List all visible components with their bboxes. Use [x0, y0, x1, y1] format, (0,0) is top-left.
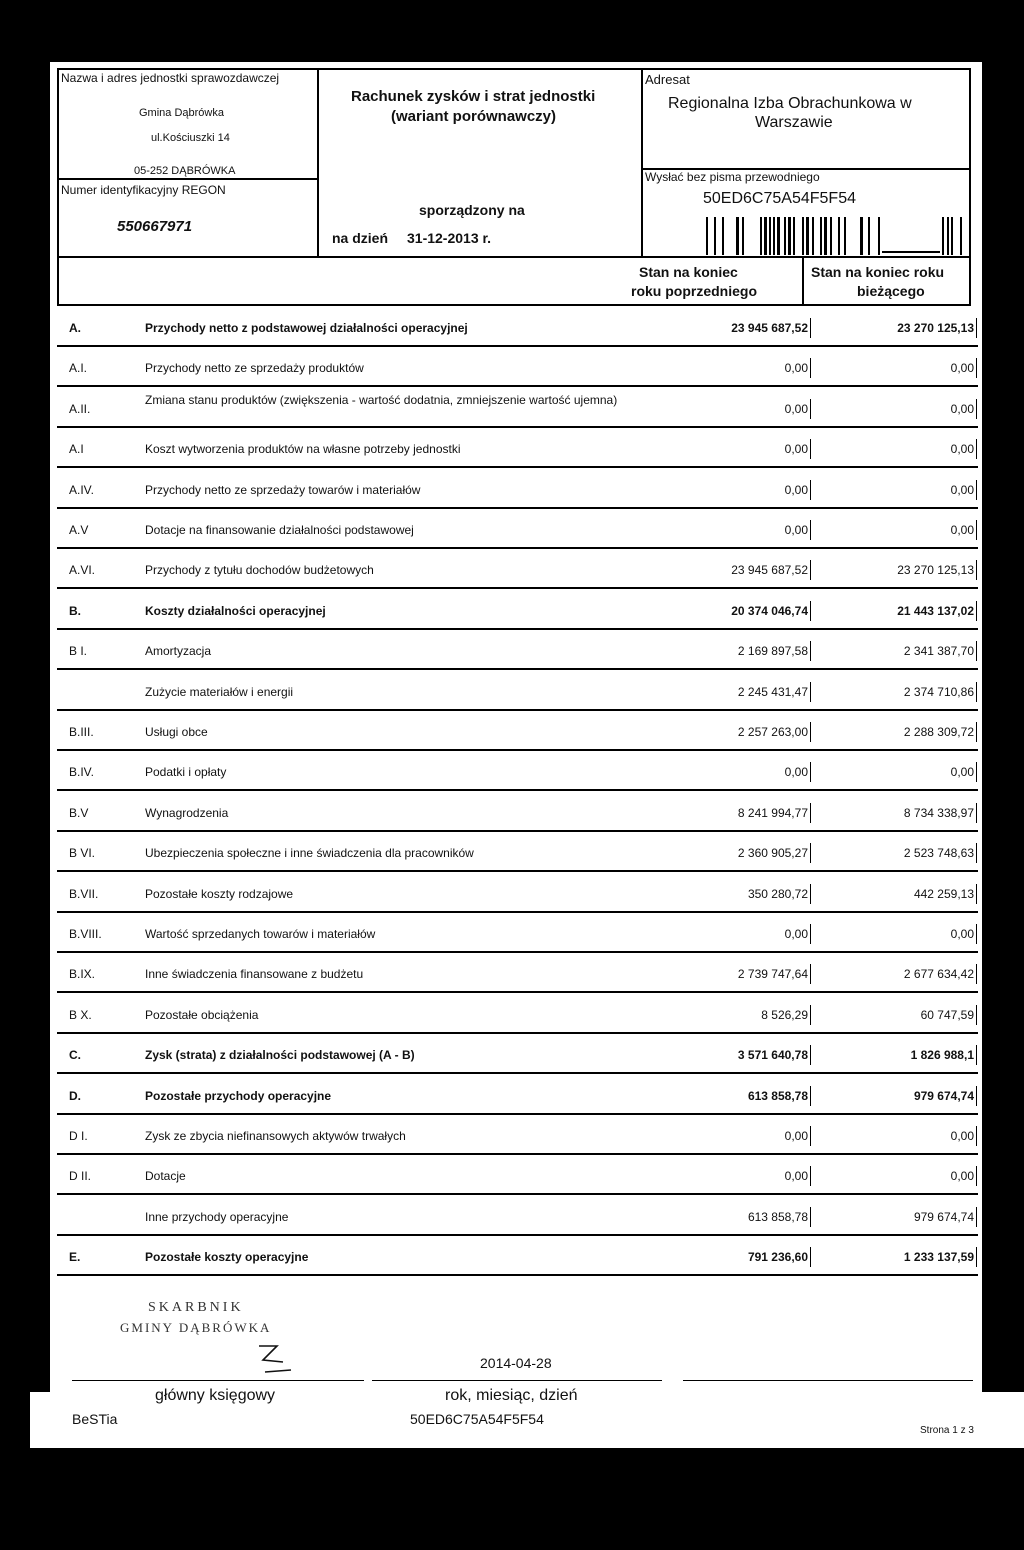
cell-divider: [810, 1166, 811, 1186]
row-value-prev: 613 858,78: [747, 1209, 808, 1224]
cell-divider: [810, 884, 811, 904]
cell-divider: [976, 884, 977, 904]
col-prev-line1: Stan na koniec: [639, 264, 738, 280]
row-value-prev: 791 236,60: [747, 1250, 808, 1265]
row-separator: [57, 345, 978, 347]
row-value-curr: 0,00: [950, 442, 974, 457]
row-code: B.VII.: [69, 886, 99, 901]
table-row: [57, 308, 978, 346]
cell-divider: [810, 358, 811, 378]
cell-divider: [810, 803, 811, 823]
row-value-prev: 0,00: [784, 1169, 808, 1184]
cell-divider: [976, 318, 977, 338]
regon-label: Numer identyfikacyjny REGON: [61, 183, 226, 197]
regon-value: 550667971: [117, 218, 193, 235]
row-label: Pozostałe koszty rodzajowe: [145, 886, 294, 901]
col-prev-line2: roku poprzedniego: [631, 283, 757, 299]
table-row: [57, 874, 978, 912]
row-label: Wynagrodzenia: [145, 805, 229, 820]
row-value-curr: 23 270 125,13: [897, 321, 974, 335]
table-row: [57, 793, 978, 831]
row-value-prev: 8 526,29: [761, 1007, 808, 1022]
row-code: A.II.: [69, 401, 91, 416]
row-separator: [57, 789, 978, 791]
col-curr-line2: bieżącego: [857, 283, 925, 299]
row-label: Pozostałe obciążenia: [145, 1007, 259, 1022]
row-label: Inne przychody operacyjne: [145, 1209, 289, 1224]
table-row: [57, 1197, 978, 1235]
row-code: A.VI.: [69, 563, 96, 578]
row-label: Zysk ze zbycia niefinansowych aktywów trwałych: [145, 1129, 406, 1143]
table-row: [57, 712, 978, 750]
row-separator: [57, 709, 978, 711]
row-separator: [57, 1113, 978, 1115]
page-number: Strona 1 z 3: [920, 1425, 974, 1436]
send-note: Wysłać bez pisma przewodniego: [645, 170, 820, 184]
row-value-curr: 60 747,59: [920, 1007, 974, 1022]
row-code: A.I.: [69, 361, 88, 376]
row-value-curr: 0,00: [950, 401, 974, 416]
cell-divider: [810, 843, 811, 863]
cell-divider: [810, 1207, 811, 1227]
row-value-prev: 2 257 263,00: [737, 725, 808, 739]
cell-divider: [810, 480, 811, 500]
row-code: B VI.: [69, 846, 96, 861]
row-value-prev: 0,00: [784, 927, 808, 941]
row-separator: [57, 1072, 978, 1074]
table-row: [57, 1035, 978, 1073]
row-value-prev: 0,00: [784, 1129, 808, 1143]
row-label: Zużycie materiałów i energii: [145, 684, 294, 699]
addressee-line2: Warszawie: [755, 114, 833, 131]
row-separator: [57, 547, 978, 549]
row-label: Pozostałe przychody operacyjne: [145, 1088, 332, 1103]
row-value-curr: 2 523 748,63: [903, 846, 974, 861]
report-title-line1: Rachunek zysków i strat jednostki: [351, 88, 596, 105]
row-code: B.IX.: [69, 967, 96, 982]
row-code: D II.: [69, 1169, 92, 1184]
cell-divider: [976, 480, 977, 500]
row-label: Wartość sprzedanych towarów i materiałów: [145, 927, 376, 941]
title-block: [319, 70, 641, 256]
row-value-prev: 2 360 905,27: [737, 846, 808, 861]
cell-divider: [976, 1126, 977, 1146]
cell-divider: [810, 399, 811, 419]
cell-divider: [810, 520, 811, 540]
row-code: A.V: [69, 523, 89, 537]
row-label: Pozostałe koszty operacyjne: [145, 1250, 309, 1265]
entity-block: [59, 70, 317, 178]
row-value-prev: 2 169 897,58: [737, 644, 808, 659]
row-label: Amortyzacja: [145, 644, 212, 659]
table-row: [57, 389, 978, 427]
cell-divider: [976, 641, 977, 661]
cell-divider: [810, 641, 811, 661]
table-row: [57, 470, 978, 508]
row-value-curr: 1 826 988,1: [910, 1048, 974, 1063]
cell-divider: [976, 601, 977, 621]
date-label: na dzień: [332, 230, 389, 246]
row-code: B.IV.: [69, 765, 94, 780]
row-value-curr: 442 259,13: [913, 886, 974, 901]
row-value-curr: 0,00: [950, 1169, 974, 1184]
row-value-curr: 979 674,74: [913, 1209, 974, 1224]
row-code: A.: [69, 321, 81, 335]
row-value-curr: 0,00: [950, 523, 974, 537]
cell-divider: [810, 964, 811, 984]
row-label: Podatki i opłaty: [145, 765, 227, 780]
entity-city: 05-252 DĄBRÓWKA: [134, 165, 236, 177]
cell-divider: [976, 560, 977, 580]
cell-divider: [976, 358, 977, 378]
row-separator: [57, 1153, 978, 1155]
cell-divider: [976, 1247, 977, 1267]
date-line: [372, 1380, 662, 1381]
table-row: [57, 510, 978, 548]
cell-divider: [976, 399, 977, 419]
row-label: Przychody netto ze sprzedaży towarów i materiałów: [145, 482, 421, 497]
row-separator: [57, 466, 978, 468]
cell-divider: [976, 439, 977, 459]
row-label: Usługi obce: [145, 725, 208, 739]
row-label: Ubezpieczenia społeczne i inne świadczenia dla pracowników: [145, 846, 474, 861]
table-row: [57, 672, 978, 710]
regon-block: [59, 180, 317, 256]
row-value-prev: 613 858,78: [747, 1088, 808, 1103]
col-curr-line1: Stan na koniec roku: [811, 264, 945, 280]
row-value-curr: 23 270 125,13: [897, 563, 974, 578]
doc-code: 50ED6C75A54F5F54: [703, 190, 856, 207]
table-row: [57, 1076, 978, 1114]
cell-divider: [810, 1086, 811, 1106]
row-value-curr: 2 341 387,70: [903, 644, 974, 659]
cell-divider: [810, 682, 811, 702]
row-value-prev: 8 241 994,77: [737, 805, 808, 820]
addressee-label: Adresat: [645, 72, 690, 87]
barcode-graphic: [702, 213, 964, 255]
table-row: [57, 833, 978, 871]
table-row: [57, 954, 978, 992]
cell-divider: [810, 318, 811, 338]
signature: [255, 1340, 305, 1380]
table-row: [57, 995, 978, 1033]
row-value-prev: 350 280,72: [747, 886, 808, 901]
row-separator: [57, 426, 978, 428]
row-value-prev: 20 374 046,74: [731, 603, 808, 618]
cell-divider: [976, 1005, 977, 1025]
cell-divider: [810, 722, 811, 742]
stamp-line1: SKARBNIK: [148, 1300, 244, 1315]
footer-date: 2014-04-28: [480, 1355, 552, 1371]
row-code: A.I: [69, 442, 84, 457]
table-row: [57, 429, 978, 467]
entity-label: Nazwa i adres jednostki sprawozdawczej: [61, 71, 280, 85]
cell-divider: [976, 924, 977, 944]
row-value-curr: 0,00: [950, 482, 974, 497]
table-row: [57, 1237, 978, 1275]
footer-doc-code: 50ED6C75A54F5F54: [410, 1411, 544, 1427]
row-code: A.IV.: [69, 482, 94, 497]
extra-line: [683, 1380, 973, 1381]
table-row: [57, 631, 978, 669]
row-label: Zysk (strata) z działalności podstawowej (A - B): [145, 1048, 415, 1063]
cell-divider: [976, 682, 977, 702]
row-value-prev: 23 945 687,52: [731, 563, 808, 578]
cell-divider: [976, 762, 977, 782]
cell-divider: [976, 1207, 977, 1227]
cell-divider: [976, 722, 977, 742]
cell-divider: [810, 439, 811, 459]
table-row: [57, 1156, 978, 1194]
row-value-curr: 8 734 338,97: [903, 805, 974, 820]
stamp-line2: GMINY DĄBRÓWKA: [120, 1320, 272, 1335]
row-value-curr: 1 233 137,59: [903, 1250, 974, 1265]
software-name: BeSTia: [72, 1411, 118, 1427]
row-value-prev: 0,00: [784, 442, 808, 457]
cell-divider: [976, 1045, 977, 1065]
report-title-line2: (wariant porównawczy): [391, 108, 557, 125]
cell-divider: [810, 924, 811, 944]
row-value-curr: 2 288 309,72: [903, 725, 974, 739]
row-value-prev: 0,00: [784, 523, 808, 537]
row-separator: [57, 628, 978, 630]
row-value-curr: 0,00: [950, 765, 974, 780]
column-divider: [802, 258, 804, 304]
row-code: B I.: [69, 644, 88, 659]
row-label: Dotacje na finansowanie działalności podstawowej: [145, 523, 414, 537]
row-value-prev: 0,00: [784, 361, 808, 376]
signature-line: [72, 1380, 364, 1381]
row-separator: [57, 870, 978, 872]
row-code: E.: [69, 1250, 81, 1265]
prepared-label: sporządzony na: [419, 202, 525, 218]
cell-divider: [810, 1126, 811, 1146]
row-label: Przychody netto ze sprzedaży produktów: [145, 361, 364, 376]
row-separator: [57, 749, 978, 751]
cell-divider: [976, 843, 977, 863]
table-row: [57, 1116, 978, 1154]
row-separator: [57, 507, 978, 509]
row-separator: [57, 1274, 978, 1276]
table-row: [57, 914, 978, 952]
addressee-block: [643, 70, 969, 168]
row-separator: [57, 668, 978, 670]
row-value-prev: 0,00: [784, 765, 808, 780]
row-value-prev: 2 245 431,47: [737, 684, 808, 699]
entity-street: ul.Kościuszki 14: [151, 132, 230, 144]
row-label: Koszty działalności operacyjnej: [145, 603, 326, 618]
cell-divider: [976, 1166, 977, 1186]
row-separator: [57, 1234, 978, 1236]
entity-name: Gmina Dąbrówka: [139, 107, 224, 119]
row-code: B.V: [69, 805, 89, 820]
table-row: [57, 591, 978, 629]
addressee-line1: Regionalna Izba Obrachunkowa w: [668, 95, 912, 112]
signer-role: główny księgowy: [155, 1387, 276, 1404]
row-separator: [57, 1193, 978, 1195]
row-value-prev: 3 571 640,78: [737, 1048, 808, 1063]
row-label: Inne świadczenia finansowane z budżetu: [145, 967, 364, 982]
row-value-curr: 0,00: [950, 927, 974, 941]
row-value-prev: 0,00: [784, 401, 808, 416]
row-label: Dotacje: [145, 1169, 186, 1184]
cell-divider: [810, 601, 811, 621]
row-label: Przychody z tytułu dochodów budżetowych: [145, 563, 374, 578]
row-code: B.: [69, 603, 81, 618]
row-label: Koszt wytworzenia produktów na własne potrzeby jednostki: [145, 442, 461, 457]
row-value-curr: 0,00: [950, 361, 974, 376]
row-code: B X.: [69, 1007, 92, 1022]
table-row: [57, 752, 978, 790]
row-separator: [57, 911, 978, 913]
row-code: D.: [69, 1088, 81, 1103]
row-separator: [57, 1032, 978, 1034]
cell-divider: [976, 520, 977, 540]
cell-divider: [810, 762, 811, 782]
row-code: B.III.: [69, 725, 94, 739]
row-separator: [57, 385, 978, 387]
row-value-prev: 23 945 687,52: [731, 321, 808, 335]
row-code: C.: [69, 1048, 81, 1063]
row-value-curr: 2 677 634,42: [903, 967, 974, 982]
row-separator: [57, 830, 978, 832]
cell-divider: [810, 1045, 811, 1065]
cell-divider: [976, 1086, 977, 1106]
row-value-prev: 2 739 747,64: [737, 967, 808, 982]
column-header-row: [59, 258, 969, 304]
cell-divider: [810, 1247, 811, 1267]
row-separator: [57, 991, 978, 993]
row-value-curr: 21 443 137,02: [897, 603, 974, 618]
row-label: Przychody netto z podstawowej działalności operacyjnej: [145, 321, 468, 335]
report-date: 31-12-2013 r.: [407, 230, 492, 246]
cell-divider: [810, 1005, 811, 1025]
row-code: B.VIII.: [69, 927, 102, 941]
row-separator: [57, 951, 978, 953]
row-code: D I.: [69, 1129, 88, 1143]
date-caption: rok, miesiąc, dzień: [445, 1387, 578, 1404]
table-row: [57, 550, 978, 588]
row-separator: [57, 587, 978, 589]
row-value-curr: 979 674,74: [913, 1088, 974, 1103]
row-label: Zmiana stanu produktów (zwiększenia - wartość dodatnia, zmniejszenie wartość ujemna): [145, 392, 618, 407]
cell-divider: [976, 803, 977, 823]
cell-divider: [810, 560, 811, 580]
cell-divider: [976, 964, 977, 984]
row-value-prev: 0,00: [784, 482, 808, 497]
table-row: [57, 348, 978, 386]
row-value-curr: 2 374 710,86: [903, 684, 974, 699]
row-value-curr: 0,00: [950, 1129, 974, 1143]
